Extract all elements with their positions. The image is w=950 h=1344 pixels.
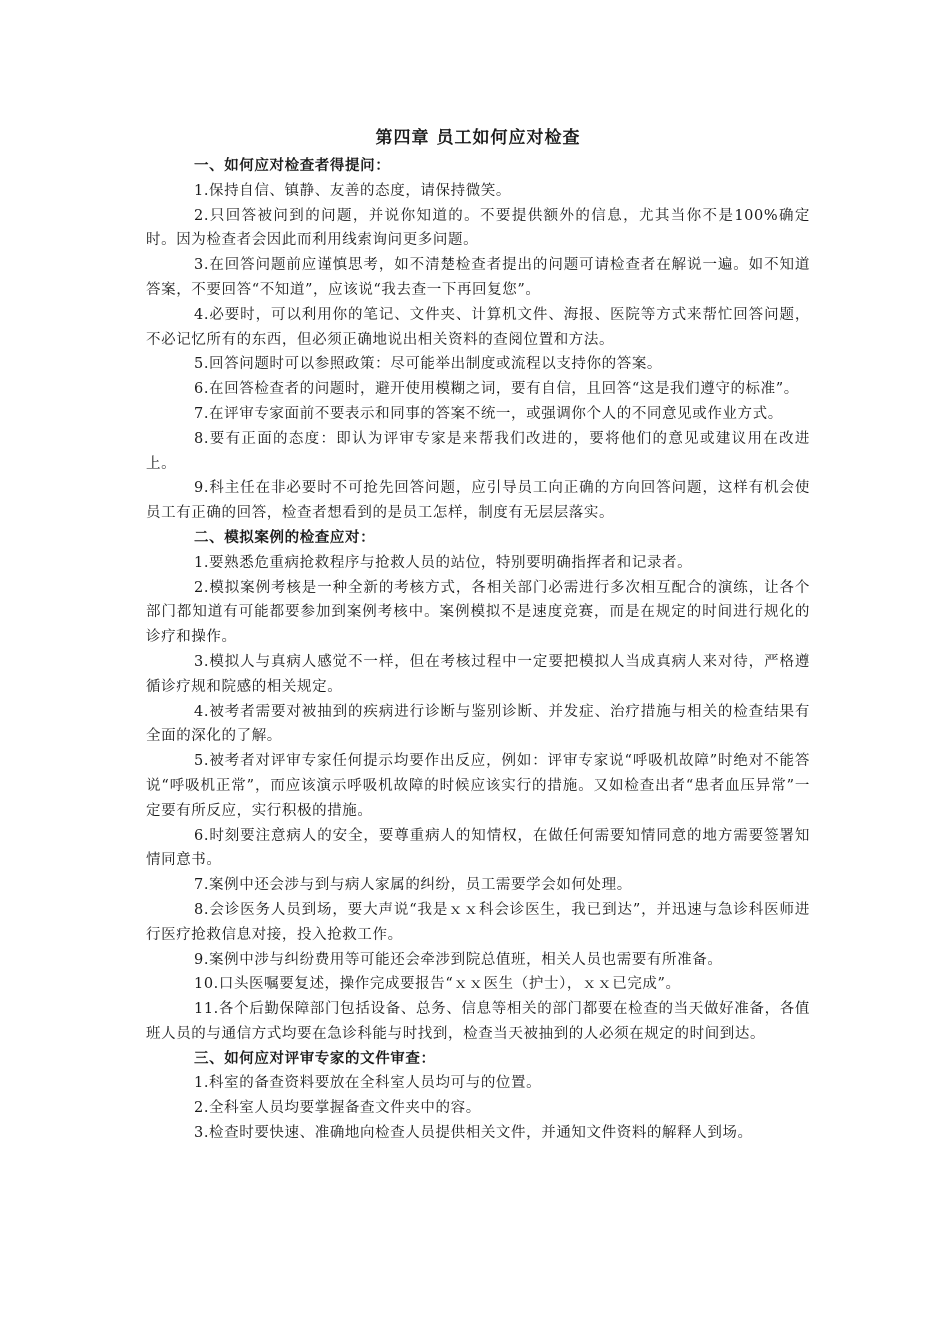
section-heading-1: 一、如何应对检查者得提问： (194, 158, 391, 174)
paragraph: 1.保持自信、镇静、友善的态度，请保持微笑。 (194, 182, 512, 199)
paragraph: 4.必要时，可以利用你的笔记、文件夹、计算机文件、海报、医院等方式来帮忙回答问题，不必记忆所有的东西，但必须正确地说出相关资料的查阅位置和方法。 (146, 306, 810, 348)
section-heading-2: 二、模拟案例的检查应对： (194, 529, 376, 546)
paragraph: 6.时刻要注意病人的安全，要尊重病人的知情权，在做任何需要知情同意的地方需要签署知情同意书。 (146, 827, 810, 869)
paragraph: 2.只回答被问到的问题，并说你知道的。不要提供额外的信息，尤其当你不是100%确定时。因为检查者会因此而利用线索询问更多问题。 (146, 207, 810, 249)
paragraph: 7.案例中还会涉与到与病人家属的纠纷，员工需要学会如何处理。 (194, 877, 632, 894)
paragraph: 11.各个后勤保障部门包括设备、总务、信息等相关的部门都要在检查的当天做好准备，各值班人员的与通信方式均要在急诊科能与时找到，检查当天被抽到的人必须在规定的时间到达。 (146, 1001, 810, 1042)
paragraph: 4.被考者需要对被抽到的疾病进行诊断与鉴别诊断、并发症、治疗措施与相关的检查结果有全面的深化的了解。 (146, 703, 810, 745)
paragraph: 2.全科室人员均要掌握备查文件夹中的容。 (194, 1100, 481, 1117)
paragraph: 2.模拟案例考核是一种全新的考核方式，各相关部门必需进行多次相互配合的演练，让各个部门都知道有可能都要参加到案例考核中。案例模拟不是速度竞赛，而是在规定的时间进行规化的诊疗和操作。 (146, 579, 810, 646)
paragraph: 3.模拟人与真病人感觉不一样，但在考核过程中一定要把模拟人当成真病人来对待，严格遵循诊疗规和院感的相关规定。 (146, 653, 810, 695)
paragraph: 10.口头医嘱要复述，操作完成要报告“ｘｘ医生（护士），ｘｘ已完成”。 (194, 976, 681, 993)
paragraph: 9.科主任在非必要时不可抢先回答问题，应引导员工向正确的方向回答问题，这样有机会使员工有正确的回答，检查者想看到的是员工怎样，制度有无层层落实。 (146, 480, 810, 522)
paragraph: 7.在评审专家面前不要表示和同事的答案不统一，或强调你个人的不同意见或作业方式。 (194, 405, 783, 422)
paragraph: 9.案例中涉与纠纷费用等可能还会牵涉到院总值班，相关人员也需要有所准备。 (194, 951, 723, 968)
document-page (146, 124, 810, 1146)
paragraph: 1.科室的备查资料要放在全科室人员均可与的位置。 (194, 1075, 542, 1092)
paragraph: 3.检查时要快速、准确地向检查人员提供相关文件，并通知文件资料的解释人到场。 (194, 1125, 753, 1142)
paragraph: 6.在回答检查者的问题时，避开使用模糊之词，要有自信，且回答“这是我们遵守的标准”。 (194, 381, 799, 398)
paragraph: 8.会诊医务人员到场，要大声说“我是ｘｘ科会诊医生，我已到达”，并迅速与急诊科医师进行医疗抢救信息对接，投入抢救工作。 (146, 901, 810, 943)
paragraph: 3.在回答问题前应谨慎思考，如不清楚检查者提出的问题可请检查者在解说一遍。如不知道答案，不要回答“不知道”，应该说“我去查一下再回复您”。 (146, 257, 810, 298)
chapter-title: 第四章 员工如何应对检查 (375, 128, 581, 148)
paragraph: 8.要有正面的态度：即认为评审专家是来帮我们改进的，要将他们的意见或建议用在改进上。 (146, 430, 810, 472)
paragraph: 1.要熟悉危重病抢救程序与抢救人员的站位，特别要明确指挥者和记录者。 (194, 554, 693, 571)
section-heading-3: 三、如何应对评审专家的文件审查： (194, 1050, 436, 1067)
paragraph: 5.被考者对评审专家任何提示均要作出反应，例如：评审专家说“呼吸机故障”时绝对不能答说“呼吸机正常”，而应该演示呼吸机故障的时候应该实行的措施。又如检查出者“患者血压异常”一定要有所反应，实行积极的措施。 (146, 753, 810, 819)
paragraph: 5.回答问题时可以参照政策：尽可能举出制度或流程以支持你的答案。 (194, 356, 663, 373)
